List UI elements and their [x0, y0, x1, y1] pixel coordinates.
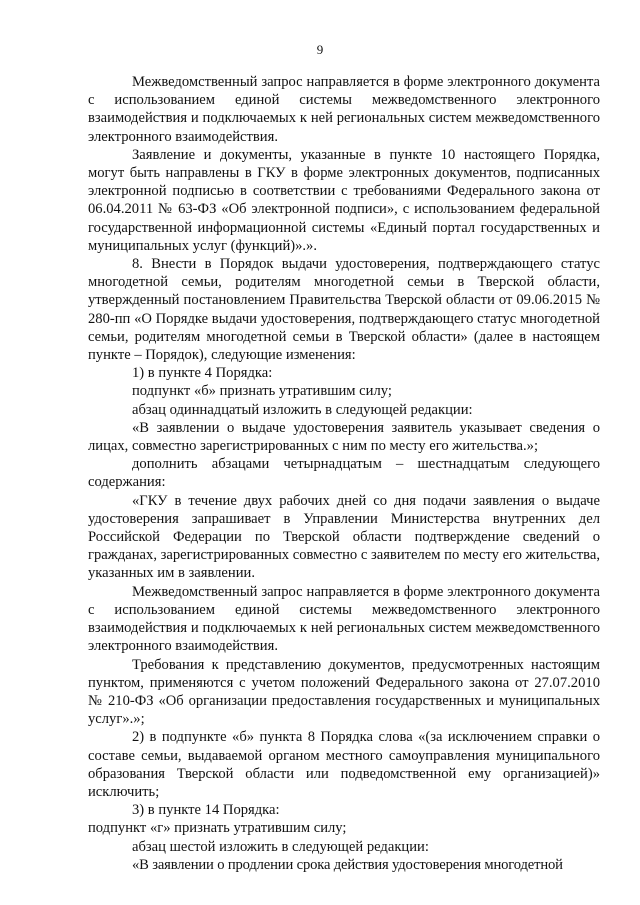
- paragraph-extension-application: «В заявлении о продлении срока действия удостоверения многодетной: [132, 856, 563, 873]
- paragraph-gku-request: «ГКУ в течение двух рабочих дней со дня подачи заявления о выдаче удостоверения запрашивает в Управлении Министерства внутренних дел Российской Федерации по Тверской области подтверждение сведений о гражданах, зарегистрированных совместно с заявителем по месту его жительства, указанных им в заявлении.: [88, 492, 600, 582]
- paragraph-interagency-request-2: Межведомственный запрос направляется в форме электронного документа с использованием единой системы межведомственного электронного взаимодействия и подключаемых к ней региональных систем межведомственного электронного взаимодействия.: [88, 583, 600, 655]
- paragraph-add-clauses: дополнить абзацами четырнадцатым – шестнадцатым следующего содержания:: [88, 456, 600, 491]
- page-number: 9: [316, 42, 324, 57]
- paragraph-item-8: 8. Внести в Порядок выдачи удостоверения, подтверждающего статус многодетной семьи, родителям многодетной семьи в Тверской области, утвержденный постановлением Правительства Тверской области от 09.06.2015 № 280-пп «О Порядке выдачи удостоверения, подтверждающего статус многодетной семьи, родителям многодетной семьи в Тверской области» (далее в настоящем пункте – Порядок), следующие изменения:: [88, 256, 600, 364]
- document-body: [88, 73, 600, 874]
- paragraph-interagency-request-1: Межведомственный запрос направляется в форме электронного документа с использованием единой системы межведомственного электронного взаимодействия и подключаемых к ней региональных систем межведомственного электронного взаимодействия.: [88, 74, 600, 145]
- paragraph-subpoint-b-void: подпункт «б» признать утратившим силу;: [132, 383, 392, 400]
- paragraph-electronic-documents: Заявление и документы, указанные в пункте 10 настоящего Порядка, могут быть направлены в ГКУ в форме электронных документов, подписанных электронной подписью в соответствии с требованиями Федерального закона от 06.04.2011 № 63-ФЗ «Об электронной подписи», с использованием федеральной государственной информационной системы «Единый портал государственных и муниципальных услуг (функций)».».: [88, 146, 600, 254]
- paragraph-subitem-1: 1) в пункте 4 Порядка:: [132, 365, 273, 382]
- paragraph-sixth-clause: абзац шестой изложить в следующей редакции:: [132, 838, 429, 855]
- paragraph-requirements: Требования к представлению документов, предусмотренных настоящим пунктом, применяются с учетом положений Федерального закона от 27.07.2010 № 210-ФЗ «Об организации предоставления государственных и муниципальных услуг».»;: [88, 656, 600, 728]
- paragraph-subpoint-g-void: подпункт «г» признать утратившим силу;: [88, 820, 347, 837]
- paragraph-subitem-2: 2) в подпункте «б» пункта 8 Порядка слова «(за исключением справки о составе семьи, выдаваемой органом местного самоуправления муниципального образования Тверской области или подведомственной ему организацией)» исключить;: [88, 729, 600, 800]
- paragraph-application-info: «В заявлении о выдаче удостоверения заявитель указывает сведения о лицах, совместно зарегистрированных с ним по месту его жительства.»;: [88, 419, 600, 455]
- paragraph-eleventh-clause: абзац одиннадцатый изложить в следующей редакции:: [132, 401, 473, 418]
- paragraph-subitem-3: 3) в пункте 14 Порядка:: [132, 802, 280, 819]
